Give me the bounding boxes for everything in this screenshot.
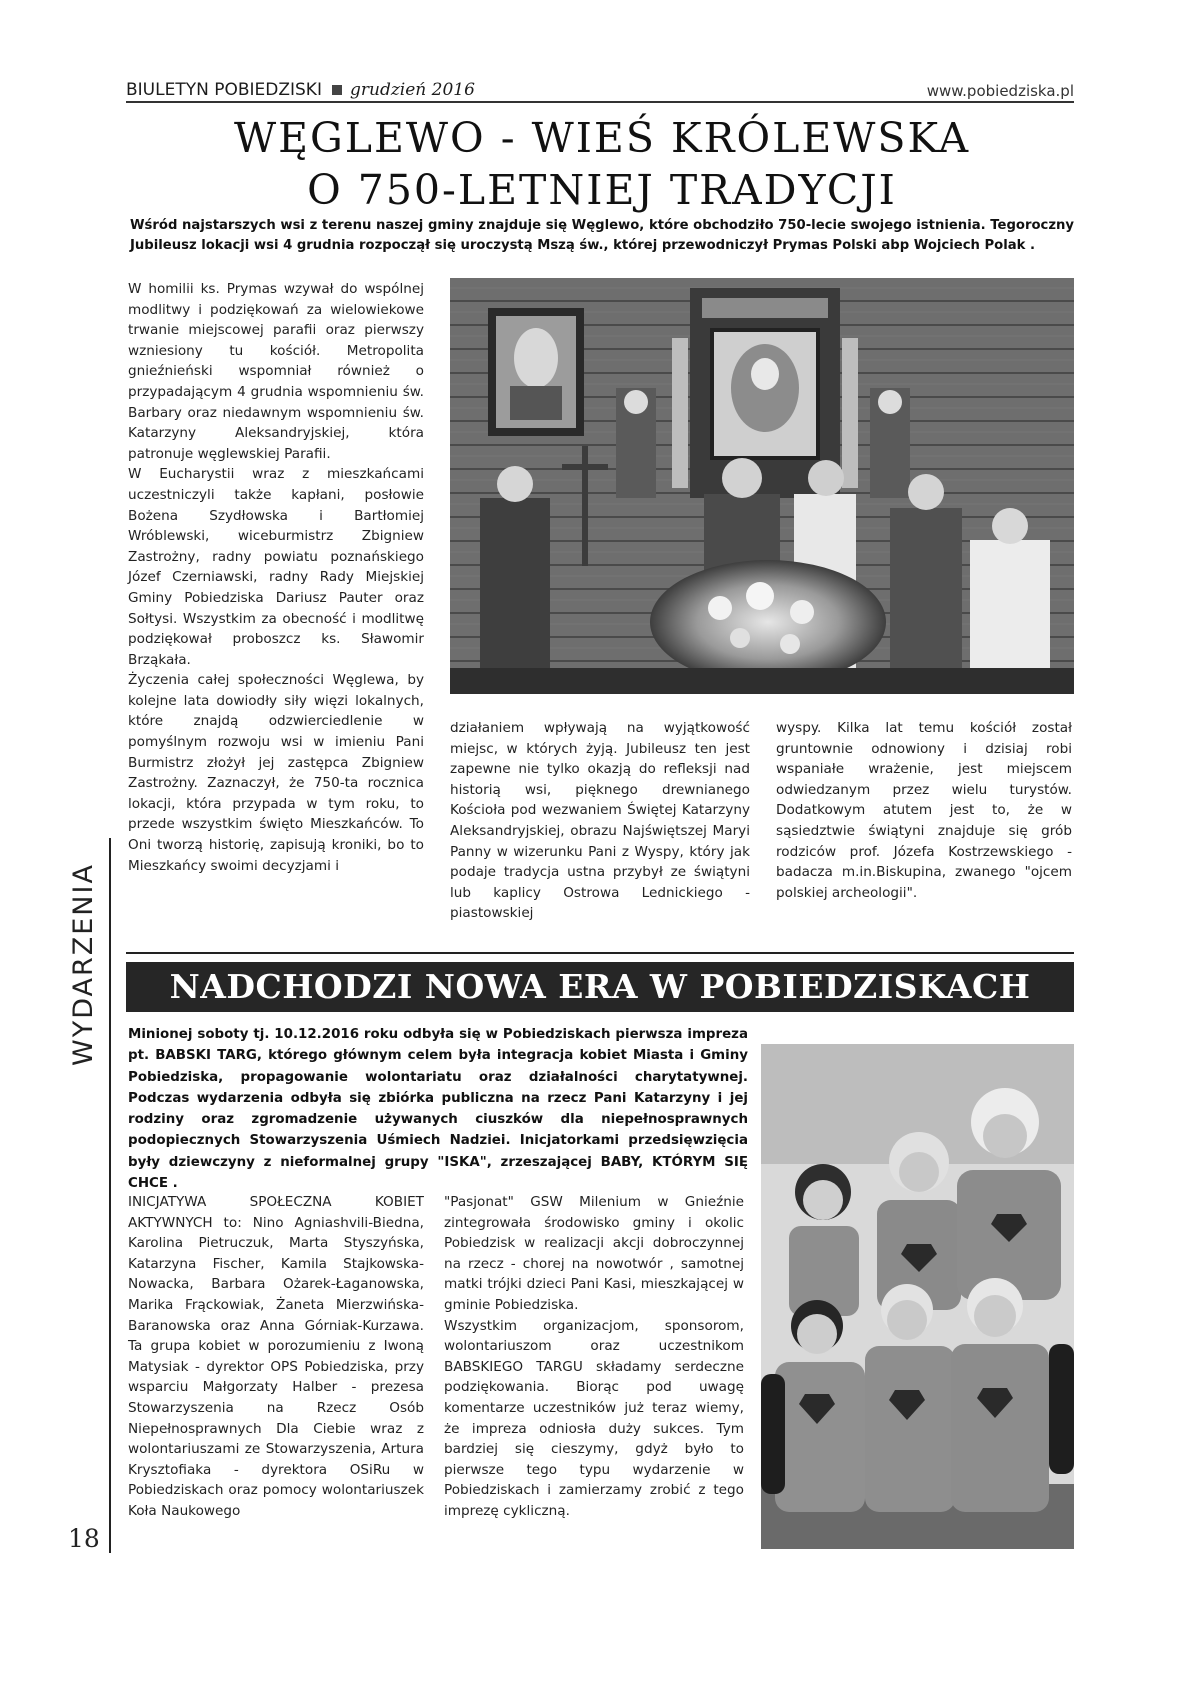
article1-paragraph: Życzenia całej społeczności Węglewa, by kolejne lata dowiodły siły więzi lokalnych, które znajdą odzwierciedlenie w pomyślnym rozwoju wsi w imieniu Pani Burmistrz złożył jej zastępca Zbigniew Zastrożny. Zaznaczył, że 750-ta rocznica lokacji, która przypada w tym roku, to przede wszystkim święto Mieszkańców. To Oni tworzą historię, zapisują kroniki, bo to Mieszkańcy swoimi decyzjami i	[128, 672, 424, 874]
website-url: www.pobiedziska.pl	[926, 82, 1074, 100]
article1-title-line1: WĘGLEWO - WIEŚ KRÓLEWSKA	[233, 114, 971, 162]
article2-column-2	[444, 1192, 744, 1522]
article2-paragraph: Wszystkim organizacjom, sponsorom, wolontariuszom oraz uczestnikom BABSKIEGO TARGU składamy serdeczne podziękowania. Biorąc pod uwagę komentarze uczestników już teraz wiemy, że impreza odniosła duży sukces. Tym bardziej się cieszymy, gdyż było to pierwsze tego typu wydarzenie w Pobiedziskach i zamierzamy zrobić z tego imprezę cykliczną.	[444, 1317, 744, 1519]
square-bullet-icon	[332, 85, 342, 95]
side-rule	[109, 838, 111, 1553]
publication-name: BIULETYN POBIEDZISKI	[126, 80, 322, 100]
article2-column-1: INICJATYWA SPOŁECZNA KOBIET AKTYWNYCH to: Nino Agniashvili-Biedna, Karolina Pietruczuk, Marta Styszyńska, Katarzyna Fischer, Kamila Stajkowska-Nowacka, Barbara Ożarek-Łaganowska, Marika Frąckowiak, Żaneta Mierzwińska-Baranowska oraz Anna Górniak-Kurzawa. Ta grupa kobiet w porozumieniu z Iwoną Matysiak - dyrektor OPS Pobiedziska, przy wsparciu Małgorzaty Halber - prezesa Stowarzyszenia na Rzecz Osób Niepełnosprawnych Dla Ciebie wraz z wolontariuszami ze Stowarzyszenia, Artura Krysztofiaka - dyrektora OSiRu w Pobiedziskach oraz pomocy wolontariuszek Koła Naukowego	[128, 1194, 424, 1519]
article2-title: NADCHODZI NOWA ERA W POBIEDZISKACH	[169, 967, 1031, 1006]
article1-column-1	[128, 279, 424, 876]
article1-lead: Wśród najstarszych wsi z terenu naszej gminy znajduje się Węglewo, które obchodziło 750-lecie swojego istnienia. Tegoroczny Jubileusz lokacji wsi 4 grudnia rozpoczął się uroczystą Mszą św., której przewodniczył Prymas Polski abp Wojciech Polak .	[130, 218, 1074, 253]
article-separator	[126, 952, 1074, 954]
article2-lead: Minionej soboty tj. 10.12.2016 roku odbyła się w Pobiedziskach pierwsza impreza pt. BABSKI TARG, którego głównym celem była integracja kobiet Miasta i Gminy Pobiedziska, propagowanie wolontariatu oraz działalności charytatywnej. Podczas wydarzenia odbyła się zbiórka publiczna na rzecz Pani Katarzyny i jej rodziny oraz zgromadzenie używanych ciuszków dla niepełnosprawnych podopiecznych Stowarzyszenia Uśmiech Nadziei. Inicjatorkami przedsięwzięcia były dziewczyny z nieformalnej grupy "ISKA", zrzeszającej BABY, KTÓRYM SIĘ CHCE .	[128, 1027, 748, 1192]
page-number: 18	[68, 1524, 100, 1553]
article1-column-2: działaniem wpływają na wyjątkowość miejsc, w których żyją. Jubileusz ten jest zapewne nie tylko okazją do refleksji nad historią wsi, pięknego drewnianego Kościoła pod wezwaniem Świętej Katarzyny Aleksandryjskiej, obrazu Najświętszej Maryi Panny w wizerunku Pani z Wyspy, który jak podaje tradycja ustna przybył ze świątyni lub kaplicy Ostrowa Lednickiego - piastowskiej	[450, 720, 750, 922]
church-interior-photo	[450, 278, 1074, 694]
article1-paragraph: W Eucharystii wraz z mieszkańcami uczestniczyli także kapłani, posłowie Bożena Szydłowska i Bartłomiej Wróblewski, wiceburmistrz Zbigniew Zastrożny, radny powiatu poznańskiego Józef Czerniawski, radny Rady Miejskiej Gminy Pobiedziska Dariusz Pauter oraz Sołtysi. Wszystkim za obecność i modlitwę podziękował proboszcz ks. Sławomir Brząkała.	[128, 466, 424, 668]
group-photo	[761, 1044, 1074, 1549]
masthead	[126, 80, 475, 100]
issue-date: grudzień 2016	[349, 80, 475, 100]
article1-paragraph: W homilii ks. Prymas wzywał do wspólnej modlitwy i podziękowań za wielowiekowe trwanie miejscowej parafii oraz pierwszy wzniesiony tu kościół. Metropolita gnieźnieński wspomniał również o przypadającym 4 grudnia wspomnieniu św. Barbary oraz niedawnym wspomnieniu św. Katarzyny Aleksandryjskiej, która patronuje węglewskiej Parafii.	[128, 281, 424, 462]
article2-paragraph: "Pasjonat" GSW Milenium w Gnieźnie zintegrowała środowisko gminy i okolic Pobiedzisk w realizacji akcji dobroczynnej na rzecz - chorej na nowotwór , samotnej matki trójki dzieci Pani Kasi, mieszkającej w gminie Pobiedziska.	[444, 1194, 744, 1313]
section-label: WYDARZENIA	[68, 863, 99, 1066]
article1-column-3: wyspy. Kilka lat temu kościół został gruntownie odnowiony i dzisiaj robi wspaniałe wrażenie, jest miejscem odwiedzanym przez wielu turystów. Dodatkowym atutem jest to, że w sąsiedztwie świątyni znajduje się grób rodziców prof. Józefa Kostrzewskiego - badacza m.in.Biskupina, zwanego "ojcem polskiej archeologii".	[776, 720, 1072, 901]
article1-title	[130, 112, 1074, 216]
article1-title-line2: O 750-LETNIEJ TRADYCJI	[307, 166, 897, 214]
header-rule	[126, 101, 1074, 103]
